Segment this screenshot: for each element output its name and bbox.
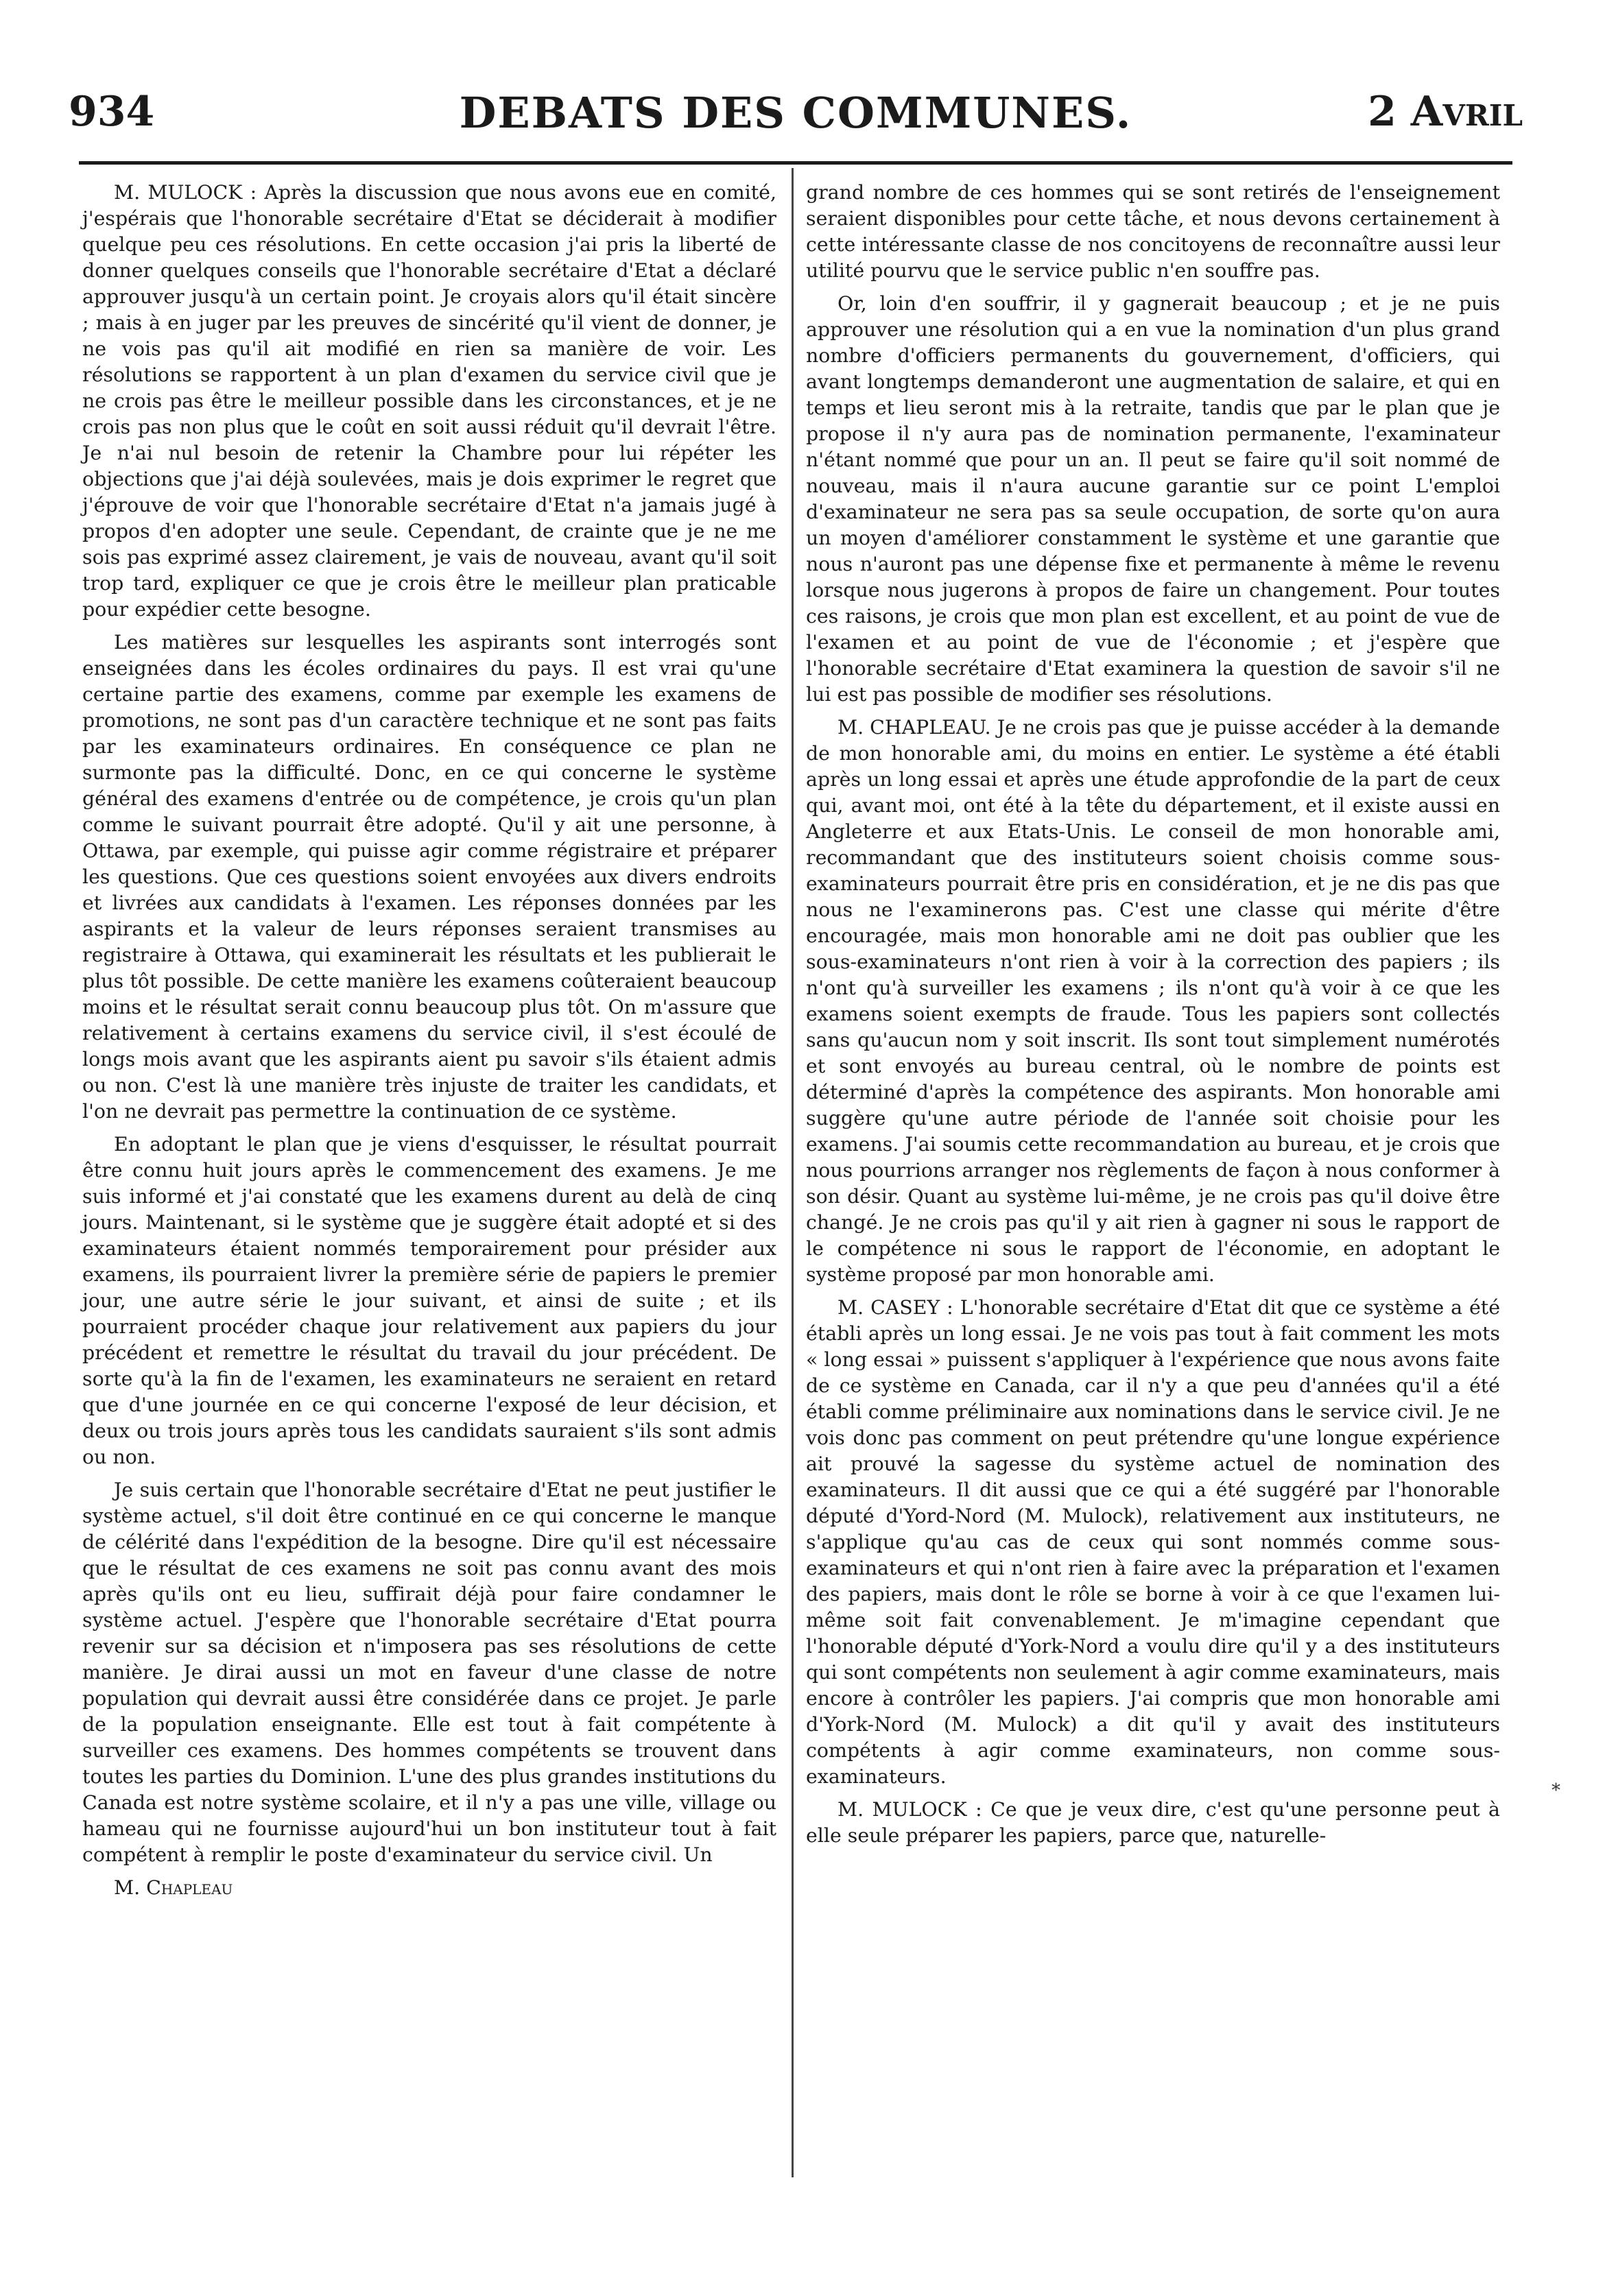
speaker-name: M. MULOCK :: [114, 181, 257, 204]
page-date: [1368, 88, 1523, 136]
speaker-name: M. CHAPLEAU.: [837, 716, 991, 739]
speaker-name: M. MULOCK :: [837, 1798, 982, 1821]
right-column: [806, 180, 1500, 1856]
speaker-signoff: M. Chapleau: [114, 1876, 233, 1899]
paragraph: Je suis certain que l'honorable secrétaire d'Etat ne peut justifier le système actuel, s'il doit être continué en ce qui concerne le manque de célérité dans l'expédition de la besogne. Dire qu'il est nécessaire que le résultat de ces examens ne soit pas connu avant des mois après qu'ils ont eu lieu, suffirait déjà pour faire condamner le système actuel. J'espère que l'honorable secrétaire d'Etat pourra revenir sur sa décision et n'imposera pas ses résolutions de cette manière. Je dirai aussi un mot en faveur d'une classe de notre population qui devrait aussi être considérée dans ce projet. Je parle de la population enseignante. Elle est tout à fait compétente à surveiller ces examens. Des hommes compétents se trouvent dans toutes les parties du Dominion. L'une des plus grandes institutions du Canada est notre système scolaire, et il n'y a pas une ville, village ou hameau qui ne fournisse aujourd'hui un bon instituteur tout à fait compétent à remplir le poste d'examinateur du service civil. Un: [82, 1479, 776, 1866]
page-title: DEBATS DES COMMUNES.: [459, 88, 1132, 138]
paragraph-continued: grand nombre de ces hommes qui se sont retirés de l'enseignement seraient disponibles pour cette tâche, et nous devons certainement à cette intéressante classe de nos concitoyens de reconnaître aussi leur utilité pourvu que le service public n'en souffre pas.: [806, 181, 1500, 282]
speaker-name: M. CASEY :: [837, 1296, 953, 1319]
paragraph: [806, 1797, 1500, 1849]
left-column: [82, 180, 776, 1901]
header-rule: [79, 161, 1512, 165]
paragraph: Les matières sur lesquelles les aspirants sont interrogés sont enseignées dans les écoles ordinaires du pays. Il est vrai qu'une certaine partie des examens, comme par exemple les examens de promotions, ne sont pas d'un caractère technique et ne sont pas faits par les examinateurs ordinaires. En conséquence ce plan ne surmonte pas la difficulté. Donc, en ce qui concerne le système général des examens d'entrée ou de compétence, je crois qu'un plan comme le suivant pourrait être adopté. Qu'il y ait une personne, à Ottawa, par exemple, qui puisse agir comme régistraire et préparer les questions. Que ces questions soient envoyées aux divers endroits et livrées aux candidats à l'examen. Les réponses données par les aspirants et la valeur de leurs réponses seraient transmises au registraire à Ottawa, qui examinerait les résultats et les publierait le plus tôt possible. De cette manière les examens coûteraient beaucoup moins et le résultat serait connu beaucoup plus tôt. On m'assure que relativement à certains examens du service civil, il s'est écoulé de longs mois avant que les aspirants aient pu savoir s'ils étaient admis ou non. C'est là une manière très injuste de traiter les candidats, et l'on ne devrait pas permettre la continuation de ce système.: [82, 631, 776, 1123]
paragraph: [806, 715, 1500, 1288]
paragraph: Or, loin d'en souffrir, il y gagnerait beaucoup ; et je ne puis approuver une résolution qui a en vue la nomination d'un plus grand nombre d'officiers permanents du gouvernement, d'officiers, qui avant longtemps demanderont une augmentation de salaire, et qui en temps et lieu seront mis à la retraite, tandis que par le plan que je propose il n'y aura pas de nomination permanente, l'examinateur n'étant nommé que pour un an. Il peut se faire qu'il soit nommé de nouveau, mais il n'aura aucune garantie sur ce point L'emploi d'examinateur ne sera pas sa seule occupation, de sorte qu'on aura un moyen d'améliorer constamment le système et une garantie que nous n'auront pas une dépense fixe et permanente à même le revenu lorsque nous jugerons à propos de faire un changement. Pour toutes ces raisons, je crois que mon plan est excellent, et au point de vue de l'examen et au point de vue de l'économie ; et j'espère que l'honorable secrétaire d'Etat examinera la question de savoir s'il ne lui est pas possible de modifier ses résolutions.: [806, 292, 1500, 706]
paragraph-text: L'honorable secrétaire d'Etat dit que ce système a été établi après un long essai. Je ne vois pas tout à fait comment les mots « long essai » puissent s'appliquer à l'expérience que nous avons faite de ce système en Canada, car il n'y a que peu d'années qu'il a été établi comme préliminaire aux nominations dans le service civil. Je ne vois donc pas comment on peut prétendre qu'une longue expérience ait prouvé la sagesse du système actuel de nomination des examinateurs. Il dit aussi que ce qui a été suggéré par l'honorable député d'Yord-Nord (M. Mulock), relativement aux instituteurs, ne s'applique qu'au cas de ceux qui sont nommés comme sous-examinateurs et qui n'ont rien à faire avec la préparation et l'examen des papiers, mais dont le rôle se borne à voir à ce que l'examen lui-même soit fait convenablement. Je m'imagine cependant que l'honorable député d'York-Nord a voulu dire qu'il y a des instituteurs qui sont compétents non seulement à agir comme examinateurs, mais encore à contrôler les papiers. J'ai compris que mon honorable ami d'York-Nord (M. Mulock) a dit qu'il y avait des instituteurs compétents à agir comme examinateurs, non comme sous-examinateurs.: [806, 1296, 1501, 1788]
paragraph: En adoptant le plan que je viens d'esquisser, le résultat pourrait être connu huit jours après le commencement des examens. Je me suis informé et j'ai constaté que les examens durent au delà de cinq jours. Maintenant, si le système que je suggère était adopté et si des examinateurs étaient nommés temporairement pour présider aux examens, ils pourraient livrer la première série de papiers le premier jour, une autre série le jour suivant, et ainsi de suite ; et ils pourraient procéder chaque jour relativement aux papiers du jour précédent et remettre le résultat du travail du jour précédent. De sorte qu'à la fin de l'examen, les examinateurs ne seraient en retard que d'une journée en ce qui concerne l'exposé de leur décision, et deux ou trois jours après tous les candidats sauraient s'ils sont admis ou non.: [82, 1133, 776, 1468]
paragraph: [806, 1295, 1500, 1790]
column-divider: [792, 168, 794, 2177]
page-number: 934: [69, 88, 155, 136]
date-day: 2: [1368, 88, 1397, 136]
paragraph-text: Ce que je veux dire, c'est qu'une personne peut à elle seule préparer les papiers, parce que, naturelle-: [806, 1798, 1500, 1847]
paragraph-text: Je ne crois pas que je puisse accéder à la demande de mon honorable ami, du moins en entier. Le système a été établi après un long essai et après une étude approfondie de la part de ceux qui, avant moi, ont été à la tête du département, et il existe aussi en Angleterre et aux Etats-Unis. Le conseil de mon honorable ami, recommandant que des instituteurs soient choisis comme sous-examinateurs pourrait être pris en considération, et je ne dis pas que nous ne l'examinerons pas. C'est une classe qui mérite d'être encouragée, mais mon honorable ami ne doit pas oublier que les sous-examinateurs n'ont rien à voir à la correction des papiers ; ils n'ont qu'à surveiller les examens ; ils n'ont qu'à voir à ce que les examens soient exempts de fraude. Tous les papiers sont collectés sans qu'aucun nom y soit inscrit. Ils sont tout simplement numérotés et sont envoyés au bureau central, où le nombre de points est déterminé d'après la compétence des aspirants. Mon honorable ami suggère qu'une autre période de l'année soit choisie pour les examens. J'ai soumis cette recommandation au bureau, et je crois que nous pourrions arranger nos règlements de façon à nous conformer à son désir. Quant au système lui-même, je ne crois pas qu'il doive être changé. Je ne crois pas qu'il y ait rien à gagner ni sous le rapport de le compétence ni sous le rapport de l'économie, en adoptant le système proposé par mon honorable ami.: [806, 716, 1500, 1286]
paragraph: [82, 180, 776, 623]
margin-mark: *: [1552, 1780, 1560, 1801]
date-month: Avril: [1410, 88, 1523, 136]
paragraph-text: Après la discussion que nous avons eue en comité, j'espérais que l'honorable secrétaire d'Etat se déciderait à modifier quelque peu ces résolutions. En cette occasion j'ai pris la liberté de donner quelques conseils que l'honorable secrétaire d'Etat a déclaré approuver jusqu'à un certain point. Je croyais alors qu'il était sincère ; mais à en juger par les preuves de sincérité qu'il vient de donner, je ne vois pas qu'il ait modifié en rien sa manière de voir. Les résolutions se rapportent à un plan d'examen du service civil que je ne crois pas être le meilleur possible dans les circonstances, et je ne crois pas non plus que le coût en soit aussi réduit qu'il devrait l'être. Je n'ai nul besoin de retenir la Chambre pour lui répéter les objections que j'ai déjà soulevées, mais je dois exprimer le regret que j'éprouve de voir que l'honorable secrétaire d'Etat n'a jamais jugé à propos d'en adopter une seule. Cependant, de crainte que je ne me sois pas exprimé assez clairement, je vais de nouveau, avant qu'il soit trop tard, expliquer ce que je crois être le meilleur plan praticable pour expédier cette besogne.: [82, 181, 776, 621]
page-header: [69, 88, 1523, 151]
